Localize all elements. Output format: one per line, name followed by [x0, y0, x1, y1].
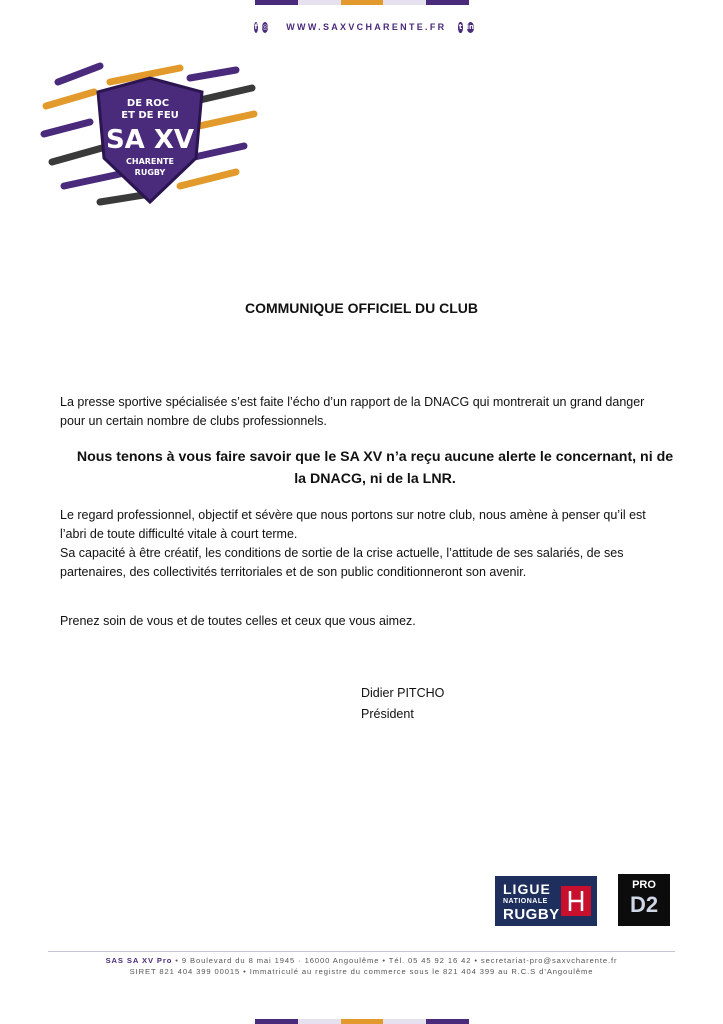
- lnr-logo: [495, 876, 597, 926]
- footer-line-2: SIRET 821 404 399 00015 • Immatriculé au registre du commerce sous le 821 404 399 au R.C.S d’Angoulême: [129, 967, 594, 976]
- logo-stripe: [52, 148, 102, 162]
- logo-stripe: [180, 172, 236, 186]
- pro-d2-logo: [618, 874, 670, 926]
- bottom-color-bar: [255, 1019, 469, 1024]
- paragraph-line: Sa capacité à être créatif, les conditions de sortie de la crise actuelle, l’attitude de ses salariés, de ses: [60, 546, 624, 560]
- logo-text: ET DE FEU: [121, 110, 179, 121]
- paragraph-line: l’abri de toute difficulté vitale à court terme.: [60, 527, 298, 541]
- paragraph-line: Le regard professionnel, objectif et sévère que nous portons sur notre club, nous amène à penser qu’il est: [60, 508, 646, 522]
- signature: [361, 683, 444, 725]
- footer-divider: [48, 951, 675, 952]
- logo-text: RUGBY: [134, 168, 166, 177]
- document-title: COMMUNIQUE OFFICIEL DU CLUB: [244, 300, 479, 316]
- lnr-logo-text: LIGUE: [503, 881, 551, 897]
- club-logo: [40, 62, 260, 212]
- logo-stripe: [58, 66, 100, 82]
- linkedin-icon[interactable]: in: [466, 22, 474, 31]
- lnr-logo-text: NATIONALE: [503, 898, 548, 905]
- footer-registry: Immatriculé au registre du commerce sous le 821 404 399 au R.C.S d’Angoulême: [249, 967, 594, 976]
- pro-d2-logo-text: D2: [629, 892, 659, 917]
- website-link[interactable]: WWW.SAXVCHARENTE.FR: [286, 22, 447, 32]
- instagram-icon[interactable]: ◎: [262, 22, 269, 31]
- header-links: [254, 18, 474, 36]
- footer-phone: Tél. 05 45 92 16 42: [388, 956, 472, 965]
- footer-siret: SIRET 821 404 399 00015: [129, 967, 241, 976]
- signature-title: Président: [361, 707, 414, 721]
- logo-stripe: [46, 92, 94, 106]
- rugby-posts-icon: [561, 886, 591, 916]
- paragraph-line: Nous tenons à vous faire savoir que le SA XV n’a reçu aucune alerte le concernant, ni de: [76, 449, 674, 465]
- footer-line-1: SAS SA XV Pro • 9 Boulevard du 8 mai 1945 · 16000 Angoulême • Tél. 05 45 92 16 42 • secretariat-pro@saxvcharente.fr: [105, 956, 618, 965]
- logo-stripe: [190, 70, 236, 78]
- footer-address: 9 Boulevard du 8 mai 1945 · 16000 Angoulême: [181, 956, 380, 965]
- paragraph-line: partenaires, des collectivités territoriales et de son public conditionneront son avenir.: [60, 565, 527, 579]
- twitter-icon[interactable]: t: [458, 22, 463, 31]
- signature-name: Didier PITCHO: [361, 686, 445, 700]
- paragraph-line: La presse sportive spécialisée s’est faite l’écho d’un rapport de la DNACG qui montrerait un grand danger: [60, 395, 645, 409]
- logo-text: DE ROC: [126, 98, 170, 109]
- paragraph-2: [60, 506, 690, 582]
- top-color-bar: [255, 0, 469, 5]
- closing-line: Prenez soin de vous et de toutes celles et ceux que vous aimez.: [60, 614, 416, 628]
- footer-email[interactable]: secretariat-pro@saxvcharente.fr: [480, 956, 618, 965]
- logo-text: CHARENTE: [126, 157, 174, 166]
- emphasis-statement: [55, 446, 695, 490]
- logo-name: SA XV: [105, 125, 195, 155]
- footer-company: SAS SA XV Pro: [105, 956, 173, 965]
- logo-stripe: [64, 174, 120, 186]
- facebook-icon[interactable]: f: [254, 22, 258, 31]
- logo-stripe: [44, 122, 90, 134]
- paragraph-1: [60, 393, 690, 431]
- paragraph-line: la DNACG, ni de la LNR.: [294, 471, 456, 487]
- pro-d2-logo-text: PRO: [632, 879, 656, 891]
- logo-stripe: [200, 88, 252, 100]
- lnr-logo-text: RUGBY: [503, 906, 560, 923]
- paragraph-line: pour un certain nombre de clubs professionnels.: [60, 414, 327, 428]
